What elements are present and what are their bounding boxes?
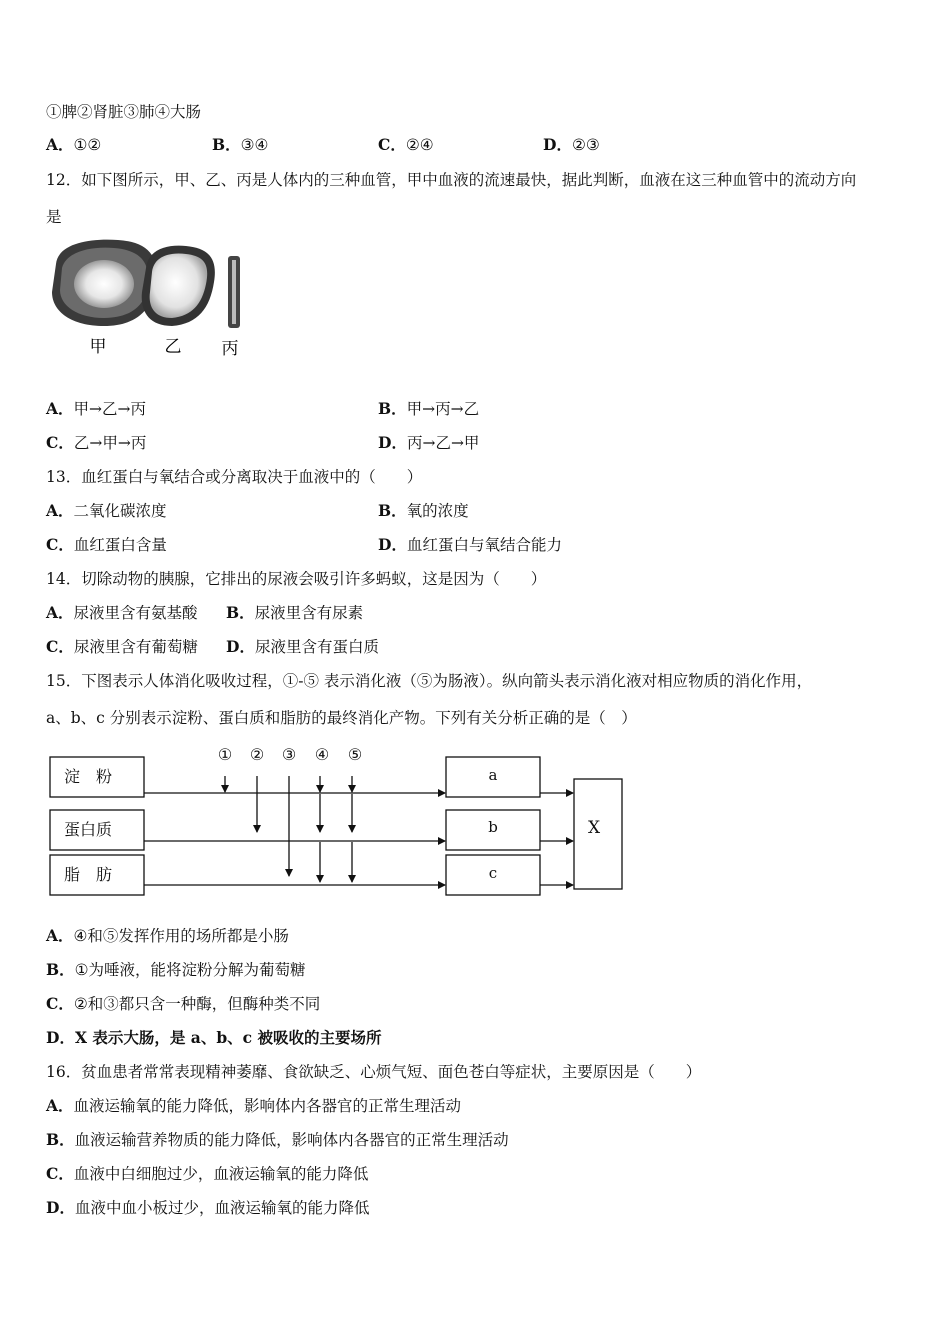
q14-option-c: C．尿液里含有葡萄糖	[46, 637, 198, 656]
q13-option-a: A．二氧化碳浓度	[46, 501, 167, 520]
q12-option-d: D．丙→乙→甲	[378, 433, 480, 452]
substance-protein: 蛋白质	[64, 820, 113, 839]
q13-option-b: B．氧的浓度	[378, 501, 469, 520]
juice-label-3: ③	[281, 745, 297, 764]
q12-stem-line2: 是	[46, 208, 62, 226]
capillary-bing	[228, 256, 240, 328]
figure-label-bing: 丙	[221, 339, 239, 359]
q15-stem-line2: a、b、c 分别表示淀粉、蛋白质和脂肪的最终消化产物。下列有关分析正确的是（ ）	[46, 709, 637, 727]
q11-option-b: B．③④	[212, 135, 269, 154]
product-b-label: b	[488, 818, 498, 836]
juice-label-2: ②	[249, 745, 265, 764]
q12-option-a: A．甲→乙→丙	[46, 399, 147, 418]
juice-label-1: ①	[217, 745, 233, 764]
q13-option-c: C．血红蛋白含量	[46, 535, 167, 554]
q16-option-d: D．血液中血小板过少，血液运输氧的能力降低	[46, 1198, 370, 1217]
blood-vessel-figure	[48, 234, 258, 370]
q15-stem-line1: 15．下图表示人体消化吸收过程，①-⑤ 表示消化液（⑤为肠液）。纵向箭头表示消化液对相应物质的消化作用，	[46, 672, 813, 690]
substance-fat: 脂 肪	[64, 865, 113, 884]
q12-stem-line1: 12．如下图所示，甲、乙、丙是人体内的三种血管，甲中血液的流速最快，据此判断，血液在这三种血管中的流动方向	[46, 171, 857, 189]
q15-option-a: A．④和⑤发挥作用的场所都是小肠	[46, 926, 289, 945]
substance-starch: 淀 粉	[64, 767, 113, 786]
q12-option-c: C．乙→甲→丙	[46, 433, 147, 452]
product-a-label: a	[488, 766, 498, 784]
q11-items: ①脾②肾脏③肺④大肠	[46, 103, 202, 121]
q14-stem: 14．切除动物的胰腺，它排出的尿液会吸引许多蚂蚁，这是因为（ ）	[46, 570, 547, 588]
q15-option-b: B．①为唾液，能将淀粉分解为葡萄糖	[46, 960, 306, 979]
q14-option-d: D．尿液里含有蛋白质	[226, 637, 379, 656]
q13-option-d: D．血红蛋白与氧结合能力	[378, 535, 562, 554]
q14-option-b: B．尿液里含有尿素	[226, 603, 364, 622]
q11-option-d: D．②③	[543, 135, 600, 154]
q12-option-b: B．甲→丙→乙	[378, 399, 480, 418]
vein-yi	[142, 246, 215, 326]
q11-option-a: A．①②	[46, 135, 102, 154]
figure-label-jia: 甲	[89, 337, 107, 357]
artery-jia	[52, 240, 157, 326]
juice-label-5: ⑤	[347, 745, 363, 764]
q16-option-b: B．血液运输营养物质的能力降低，影响体内各器官的正常生理活动	[46, 1130, 509, 1149]
q15-option-d: D．X 表示大肠，是 a、b、c 被吸收的主要场所	[46, 1028, 382, 1047]
product-c-label: c	[488, 864, 498, 882]
juice-label-4: ④	[314, 745, 330, 764]
q15-option-c: C．②和③都只含一种酶，但酶种类不同	[46, 994, 321, 1013]
x-label: X	[587, 818, 601, 838]
q16-option-a: A．血液运输氧的能力降低，影响体内各器官的正常生理活动	[46, 1096, 462, 1115]
q14-option-a: A．尿液里含有氨基酸	[46, 603, 198, 622]
q16-stem: 16．贫血患者常常表现精神萎靡、食欲缺乏、心烦气短、面色苍白等症状，主要原因是（ ）	[46, 1063, 702, 1081]
q16-option-c: C．血液中白细胞过少，血液运输氧的能力降低	[46, 1164, 369, 1183]
q13-stem: 13．血红蛋白与氧结合或分离取决于血液中的（ ）	[46, 468, 423, 486]
q11-option-c: C．②④	[378, 135, 434, 154]
figure-label-yi: 乙	[164, 337, 182, 357]
digestion-diagram	[46, 742, 626, 898]
